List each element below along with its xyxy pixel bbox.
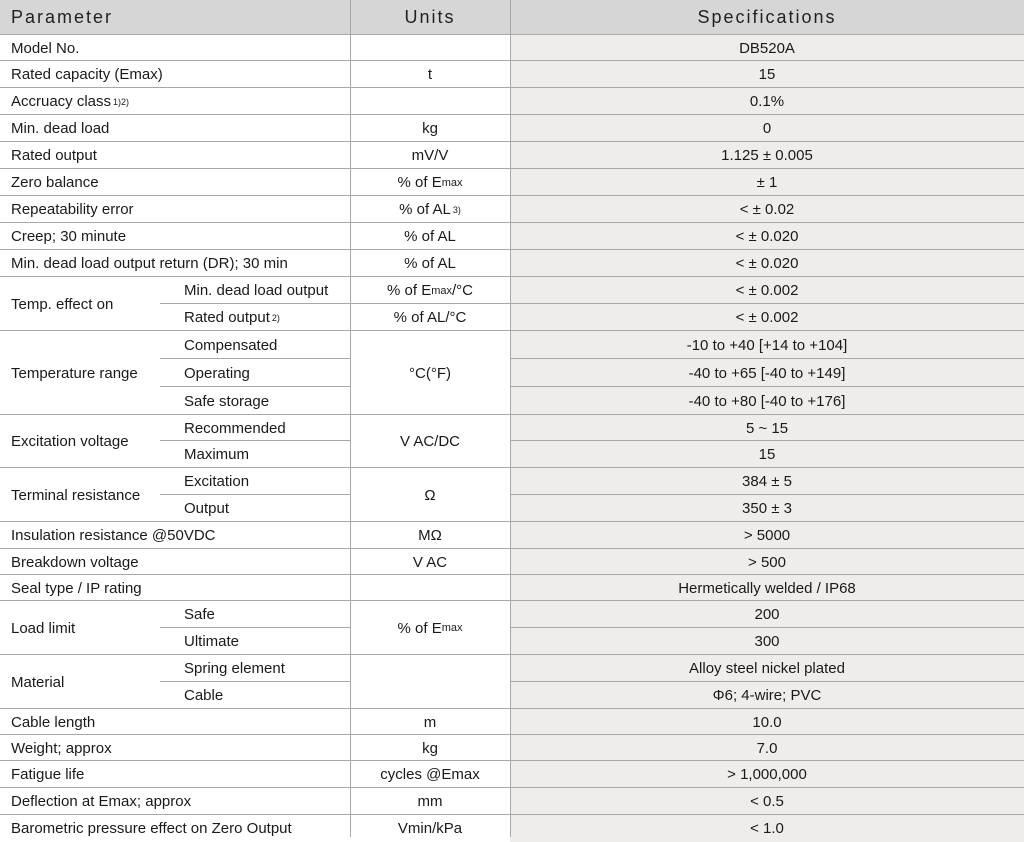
subparameter-text: Safe storage (184, 392, 270, 410)
parameter-label (0, 169, 350, 196)
unit-text: °C(°F) (409, 364, 451, 382)
parameter-text: Breakdown voltage (11, 553, 139, 571)
parameter-label (0, 35, 350, 61)
unit-value (350, 331, 510, 415)
subparameter-label (173, 331, 350, 359)
spec-value: ± 1 (510, 169, 1024, 196)
spec-value: < ± 0.02 (510, 196, 1024, 223)
spec-value: < ± 0.002 (510, 304, 1024, 331)
parameter-label (0, 788, 350, 815)
header-units: Units (350, 0, 510, 35)
group-label: Material (11, 673, 65, 691)
unit-value (350, 601, 510, 655)
unit-value (350, 468, 510, 522)
subparameter-label: Rated output 2) (184, 309, 280, 326)
parameter-text: Min. dead load (11, 120, 110, 137)
unit-value (350, 655, 510, 709)
spec-value: < 0.5 (510, 788, 1024, 815)
unit-text: % of E (397, 174, 442, 191)
spec-value: 1.125 ± 0.005 (510, 142, 1024, 169)
subparameter-label (173, 359, 350, 387)
unit-value (350, 415, 510, 468)
unit-value (350, 788, 510, 815)
unit-value: % of AL 3) (399, 201, 461, 218)
unit-value (350, 115, 510, 142)
subparameter-label (173, 277, 350, 304)
row-divider (0, 708, 510, 709)
spec-value: DB520A (510, 35, 1024, 61)
row-divider (0, 734, 510, 735)
parameter-label (0, 250, 350, 277)
unit-text: % of AL/°C (393, 309, 467, 326)
parameter-text: Min. dead load output return (DR); 30 min (11, 255, 288, 272)
subparameter-text: Rated output (184, 309, 270, 326)
header-parameter: Parameter (0, 0, 350, 35)
unit-value (350, 304, 510, 331)
unit-value (350, 815, 510, 842)
subparameter-label (173, 628, 350, 655)
row-divider (160, 358, 350, 359)
row-divider (0, 521, 510, 522)
spec-value: 0.1% (510, 88, 1024, 115)
spec-value: > 500 (510, 549, 1024, 575)
unit-text: Vmin/kPa (397, 820, 463, 837)
parameter-label (0, 549, 350, 575)
spec-value: 7.0 (510, 735, 1024, 761)
row-divider (0, 114, 510, 115)
subparameter-text: Spring element (184, 660, 285, 677)
unit-value (350, 142, 510, 169)
unit-value (350, 277, 510, 304)
spec-value: -40 to +65 [-40 to +149] (510, 359, 1024, 387)
unit-text: % of AL (404, 255, 456, 272)
subparameter-text: Cable (184, 687, 224, 704)
group-label: Load limit (11, 619, 76, 637)
row-divider (0, 414, 510, 415)
unit-value (350, 250, 510, 277)
column-divider (510, 0, 511, 837)
spec-value: 200 (510, 601, 1024, 628)
unit-value (350, 761, 510, 788)
row-divider (160, 627, 350, 628)
row-divider (0, 600, 510, 601)
row-divider (0, 574, 510, 575)
unit-text: % of AL (399, 201, 451, 218)
unit-text: m (423, 713, 437, 731)
header-specifications: Specifications (510, 0, 1024, 35)
spec-value: < ± 0.020 (510, 223, 1024, 250)
parameter-label (0, 115, 350, 142)
unit-value (350, 88, 510, 115)
row-divider (0, 87, 510, 88)
row-divider (0, 249, 510, 250)
group-label: Temp. effect on (11, 295, 114, 313)
parameter-text: Barometric pressure effect on Zero Output (11, 820, 292, 837)
parameter-text: Seal type / IP rating (11, 579, 142, 597)
subparameter-label (173, 682, 350, 709)
row-divider (0, 787, 510, 788)
parameter-label (0, 761, 350, 788)
parameter-label (0, 522, 350, 549)
unit-value (350, 709, 510, 735)
parameter-text: Model No. (11, 39, 80, 57)
parameter-text: Zero balance (11, 174, 99, 191)
subparameter-label (173, 441, 350, 468)
spec-value: 384 ± 5 (510, 468, 1024, 495)
parameter-label (0, 575, 350, 601)
group-label: Terminal resistance (11, 486, 141, 504)
parameter-text: Weight; approx (11, 739, 112, 757)
unit-text: % of AL (404, 228, 456, 245)
row-divider (0, 760, 510, 761)
parameter-text: Rated output (11, 147, 97, 164)
subparameter-text: Excitation (184, 473, 250, 490)
parameter-text: Insulation resistance @50VDC (11, 527, 216, 544)
spec-value: 10.0 (510, 709, 1024, 735)
spec-value: < ± 0.020 (510, 250, 1024, 277)
unit-value (350, 35, 510, 61)
unit-value (350, 522, 510, 549)
spec-value: -10 to +40 [+14 to +104] (510, 331, 1024, 359)
parameter-label (0, 196, 350, 223)
unit-subscript: max (441, 176, 463, 189)
subparameter-text: Compensated (184, 336, 278, 354)
row-divider (160, 303, 350, 304)
unit-value (350, 223, 510, 250)
subparameter-text: Maximum (184, 446, 250, 463)
spec-value: 300 (510, 628, 1024, 655)
unit-subscript: max (431, 284, 452, 297)
subparameter-text: Recommended (184, 419, 286, 437)
parameter-label (0, 815, 350, 842)
spec-value: < ± 0.002 (510, 277, 1024, 304)
subparameter-label (173, 468, 350, 495)
row-divider (0, 276, 510, 277)
row-divider (160, 440, 350, 441)
spec-value: 5 ~ 15 (510, 415, 1024, 441)
spec-value: -40 to +80 [-40 to +176] (510, 387, 1024, 415)
unit-value (350, 575, 510, 601)
unit-text: mV/V (411, 147, 449, 164)
column-divider (350, 0, 351, 837)
row-divider (0, 34, 1024, 35)
row-divider (0, 330, 510, 331)
parameter-text: Repeatability error (11, 201, 134, 218)
spec-value: Φ6; 4-wire; PVC (510, 682, 1024, 709)
row-divider (0, 654, 510, 655)
row-divider (350, 303, 510, 304)
row-divider (0, 467, 510, 468)
parameter-text: Accruacy class (11, 93, 112, 110)
unit-text: V AC/DC (399, 433, 460, 450)
unit-text: t (427, 66, 433, 83)
unit-value (350, 549, 510, 575)
parameter-label (0, 735, 350, 761)
group-label: Excitation voltage (11, 433, 129, 450)
row-divider (0, 168, 510, 169)
unit-text: mm (417, 793, 443, 810)
row-divider (0, 814, 510, 815)
row-divider (0, 60, 510, 61)
unit-text: cycles @Emax (380, 766, 480, 783)
unit-text: kg (422, 120, 438, 137)
spec-value: > 5000 (510, 522, 1024, 549)
spec-value: < 1.0 (510, 815, 1024, 842)
subparameter-label (173, 655, 350, 682)
subparameter-text: Ultimate (184, 633, 240, 650)
parameter-text: Creep; 30 minute (11, 228, 127, 245)
subparameter-text: Output (184, 500, 230, 517)
row-divider (0, 141, 510, 142)
unit-subscript: max (441, 622, 463, 634)
subparameter-text: Min. dead load output (184, 282, 329, 299)
spec-value: 0 (510, 115, 1024, 142)
parameter-text: Deflection at Emax; approx (11, 793, 192, 810)
unit-text: % of E (397, 619, 442, 637)
spec-value: Alloy steel nickel plated (510, 655, 1024, 682)
parameter-label: Accruacy class 1)2) (11, 93, 130, 110)
row-divider (0, 195, 510, 196)
unit-value (350, 169, 510, 196)
spec-value: > 1,000,000 (510, 761, 1024, 788)
spec-value: 15 (510, 61, 1024, 88)
parameter-text: Rated capacity (Emax) (11, 66, 163, 83)
subparameter-label (173, 415, 350, 441)
row-divider (160, 681, 350, 682)
subparameter-label (173, 495, 350, 522)
unit-text: MΩ (418, 527, 442, 544)
spec-value: 350 ± 3 (510, 495, 1024, 522)
parameter-label (0, 61, 350, 88)
subparameter-text: Safe (184, 606, 215, 623)
subparameter-label (173, 387, 350, 415)
row-divider (160, 386, 350, 387)
spec-value: 15 (510, 441, 1024, 468)
group-label: Temperature range (11, 364, 138, 382)
row-divider (160, 494, 350, 495)
parameter-label (0, 709, 350, 735)
unit-suffix: /°C (451, 282, 473, 299)
subparameter-text: Operating (184, 364, 250, 382)
parameter-text: Fatigue life (11, 766, 85, 783)
parameter-label (0, 142, 350, 169)
unit-text: kg (422, 739, 438, 757)
parameter-text: Cable length (11, 713, 96, 731)
spec-value: Hermetically welded / IP68 (510, 575, 1024, 601)
row-divider (0, 548, 510, 549)
unit-text: Ω (424, 486, 436, 504)
unit-text: % of E (387, 282, 432, 299)
unit-text: V AC (412, 553, 448, 571)
unit-value (350, 61, 510, 88)
subparameter-label (173, 601, 350, 628)
parameter-label (0, 223, 350, 250)
unit-value (350, 735, 510, 761)
row-divider (0, 222, 510, 223)
